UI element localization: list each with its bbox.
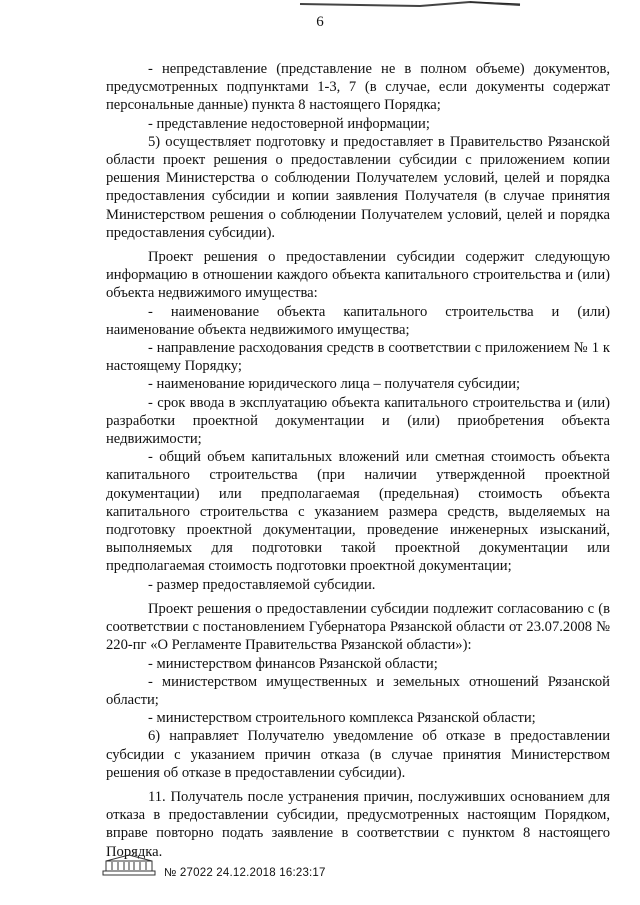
government-building-icon <box>102 853 156 877</box>
paragraph: - срок ввода в эксплуатацию объекта капитального строительства и (или) разработки проектной документации и (или) приобретения объекта недвижимости; <box>106 394 610 448</box>
paragraph: - непредставление (представление не в полном объеме) документов, предусмотренных подпунктами 1-3, 7 (в случае, если документы содержат персональные данные) пункта 8 настоящего Порядка; <box>106 61 610 114</box>
paragraph: - министерством имущественных и земельных отношений Рязанской области; <box>106 673 610 708</box>
paragraph: 11. Получатель после устранения причин, послуживших основанием для отказа в предоставлении субсидии, предусмотренных настоящим Порядком, вправе повторно подать заявление в соответствии с пунктом 8 настоящего Порядка. <box>106 788 610 860</box>
paragraph: - представление недостоверной информации; <box>148 115 430 132</box>
paragraph: Проект решения о предоставлении субсидии содержит следующую информацию в отношении каждого объекта капитального строительства и (или) объекта недвижимого имущества: <box>106 249 610 302</box>
paragraph: - размер предоставляемой субсидии. <box>148 576 376 593</box>
paragraph: 6) направляет Получателю уведомление об отказе в предоставлении субсидии с указанием причин отказа (в случае принятия Министерством решения об отказе в предоставлении субсидии). <box>106 728 610 781</box>
paragraph: - министерством финансов Рязанской области; <box>148 655 438 672</box>
paragraph: Проект решения о предоставлении субсидии подлежит согласованию с (в соответствии с постановлением Губернатора Рязанской области от 23.07.2008 № 220-пг «О Регламенте Правительства Рязанской области»): <box>106 600 610 654</box>
document-footer <box>102 853 402 883</box>
page-number: 6 <box>316 14 324 30</box>
paragraph: - министерством строительного комплекса Рязанской области; <box>148 710 536 727</box>
paragraph: - наименование объекта капитального строительства и (или) наименование объекта недвижимого имущества; <box>106 303 610 338</box>
document-registration-id: № 27022 24.12.2018 16:23:17 <box>164 867 326 879</box>
paragraph: 5) осуществляет подготовку и предоставляет в Правительство Рязанской области проект решения о предоставлении субсидии с приложением копии решения Министерства о соблюдении Получателем условий, целей и порядка предоставления субсидии и копии заявления Получателя (в случае принятия Министерством решения о соблюдении Получателем условий, целей и порядка предоставления субсидии). <box>106 133 610 241</box>
paragraph: - направление расходования средств в соответствии с приложением № 1 к настоящему Порядку; <box>106 340 610 375</box>
document-body <box>106 60 610 861</box>
paragraph: - наименование юридического лица – получателя субсидии; <box>148 376 521 393</box>
paragraph: - общий объем капитальных вложений или сметная стоимость объекта капитального строительства (при наличии утвержденной проектной документации) или предполагаемая (предельная) стоимость объекта капитального строительства с указанием размера средств, выделяемых на подготовку проектной документации, проведение инженерных изысканий, выполняемых для подготовки такой проектной документации или предполагаемая стоимость подготовки проектной документации; <box>106 449 610 575</box>
